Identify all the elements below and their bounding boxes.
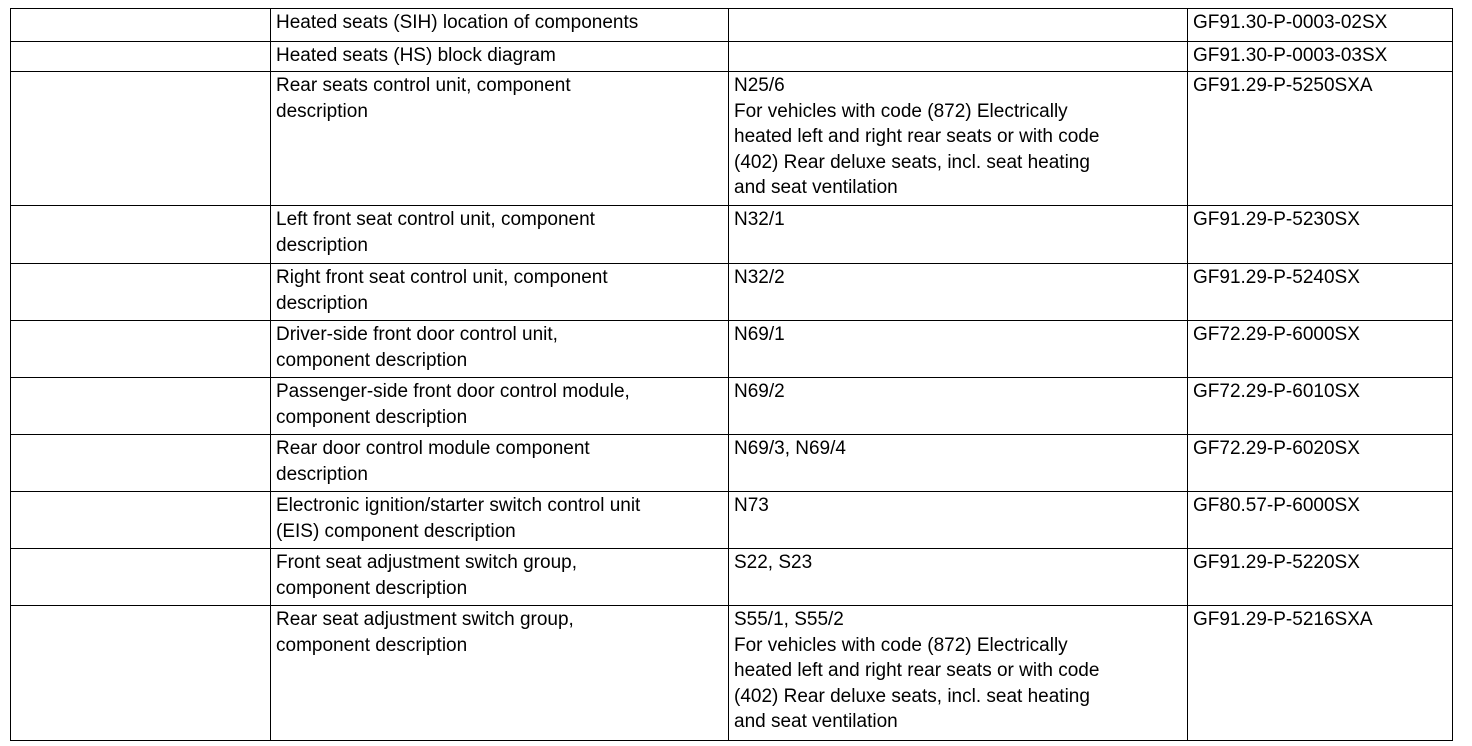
document-ref-cell xyxy=(1188,9,1453,42)
component-title-line: description xyxy=(276,100,368,122)
empty-cell xyxy=(11,72,271,206)
component-title-line: component description xyxy=(276,577,468,599)
empty-cell xyxy=(11,42,271,72)
component-code-cell xyxy=(729,42,1188,72)
component-code-cell xyxy=(729,435,1188,492)
component-title-line: Front seat adjustment switch group, xyxy=(276,552,577,573)
table-body xyxy=(11,9,1453,741)
component-code-cell xyxy=(729,264,1188,321)
component-code-line: For vehicles with code (872) Electrically xyxy=(734,100,1068,122)
table-row xyxy=(11,42,1453,72)
component-title-line: Driver-side front door control unit, xyxy=(276,324,558,345)
table-row xyxy=(11,606,1453,741)
component-title-cell xyxy=(271,206,729,264)
component-title-line: Passenger-side front door control module, xyxy=(276,381,630,402)
component-code-line: N73 xyxy=(734,495,769,516)
component-title-cell xyxy=(271,72,729,206)
component-code-line: N69/3, N69/4 xyxy=(734,438,846,459)
component-code-cell xyxy=(729,9,1188,42)
empty-cell xyxy=(11,378,271,435)
component-title-line: description xyxy=(276,234,368,256)
component-title-line: component description xyxy=(276,406,468,428)
component-title-cell xyxy=(271,42,729,72)
component-code-line: (402) Rear deluxe seats, incl. seat heating xyxy=(734,685,1090,707)
component-code-line: heated left and right rear seats or with code xyxy=(734,660,1100,681)
component-title-cell xyxy=(271,321,729,378)
document-ref: GF91.29-P-5250SXA xyxy=(1193,75,1373,96)
component-title-line: (EIS) component description xyxy=(276,520,516,542)
component-title-line: Electronic ignition/starter switch control unit xyxy=(276,495,641,516)
document-ref-cell xyxy=(1188,492,1453,549)
document-ref: GF72.29-P-6000SX xyxy=(1193,324,1360,345)
component-code-line: N32/1 xyxy=(734,209,785,230)
component-title-cell xyxy=(271,264,729,321)
document-ref: GF91.30-P-0003-03SX xyxy=(1193,45,1388,66)
document-ref-cell xyxy=(1188,72,1453,206)
component-code-line: N69/1 xyxy=(734,324,785,345)
table-row xyxy=(11,206,1453,264)
table-row xyxy=(11,9,1453,42)
component-title-line: component description xyxy=(276,349,468,371)
document-ref: GF80.57-P-6000SX xyxy=(1193,495,1360,516)
document-ref: GF91.29-P-5230SX xyxy=(1193,209,1360,230)
component-code-cell xyxy=(729,606,1188,741)
component-code-line: S22, S23 xyxy=(734,552,813,573)
component-title-line: Rear seat adjustment switch group, xyxy=(276,609,574,630)
component-title-cell xyxy=(271,378,729,435)
component-title-cell xyxy=(271,9,729,42)
component-code-cell xyxy=(729,206,1188,264)
empty-cell xyxy=(11,492,271,549)
component-title-line: description xyxy=(276,292,368,314)
component-code-line: and seat ventilation xyxy=(734,711,898,732)
component-title-line: Heated seats (SIH) location of components xyxy=(276,12,639,33)
document-ref: GF91.29-P-5216SXA xyxy=(1193,609,1373,630)
table-row xyxy=(11,264,1453,321)
document-ref: GF72.29-P-6010SX xyxy=(1193,381,1360,402)
empty-cell xyxy=(11,435,271,492)
component-reference-table xyxy=(10,8,1453,741)
component-title-line: description xyxy=(276,463,368,485)
component-title-line: Rear door control module component xyxy=(276,438,590,459)
empty-cell xyxy=(11,264,271,321)
document-ref-cell xyxy=(1188,378,1453,435)
component-code-cell xyxy=(729,72,1188,206)
document-ref: GF91.29-P-5240SX xyxy=(1193,267,1360,288)
component-code-line: N32/2 xyxy=(734,267,785,288)
component-title-line: Heated seats (HS) block diagram xyxy=(276,45,556,66)
component-code-line: For vehicles with code (872) Electrically xyxy=(734,634,1068,656)
component-title-cell xyxy=(271,606,729,741)
component-code-cell xyxy=(729,549,1188,606)
empty-cell xyxy=(11,549,271,606)
document-ref-cell xyxy=(1188,549,1453,606)
component-code-line: N69/2 xyxy=(734,381,785,402)
document-ref-cell xyxy=(1188,435,1453,492)
table-row xyxy=(11,492,1453,549)
component-title-cell xyxy=(271,435,729,492)
component-title-line: component description xyxy=(276,634,468,656)
table-row xyxy=(11,378,1453,435)
empty-cell xyxy=(11,321,271,378)
component-code-line: (402) Rear deluxe seats, incl. seat heating xyxy=(734,151,1090,173)
table-row xyxy=(11,549,1453,606)
document-ref-cell xyxy=(1188,606,1453,741)
component-title-line: Rear seats control unit, component xyxy=(276,75,571,96)
empty-cell xyxy=(11,606,271,741)
document-ref: GF72.29-P-6020SX xyxy=(1193,438,1360,459)
component-title-line: Left front seat control unit, component xyxy=(276,209,595,230)
document-ref-cell xyxy=(1188,42,1453,72)
document-ref-cell xyxy=(1188,321,1453,378)
component-title-line: Right front seat control unit, component xyxy=(276,267,608,288)
component-code-line: N25/6 xyxy=(734,75,785,96)
component-code-cell xyxy=(729,378,1188,435)
component-title-cell xyxy=(271,492,729,549)
component-code-line: heated left and right rear seats or with code xyxy=(734,126,1100,147)
table-row xyxy=(11,321,1453,378)
component-code-cell xyxy=(729,492,1188,549)
document-ref-cell xyxy=(1188,264,1453,321)
component-code-line: S55/1, S55/2 xyxy=(734,609,844,630)
component-code-cell xyxy=(729,321,1188,378)
component-title-cell xyxy=(271,549,729,606)
document-ref: GF91.30-P-0003-02SX xyxy=(1193,12,1388,33)
empty-cell xyxy=(11,206,271,264)
document-ref-cell xyxy=(1188,206,1453,264)
table-row xyxy=(11,435,1453,492)
component-code-line: and seat ventilation xyxy=(734,177,898,198)
document-ref: GF91.29-P-5220SX xyxy=(1193,552,1360,573)
empty-cell xyxy=(11,9,271,42)
table-row xyxy=(11,72,1453,206)
